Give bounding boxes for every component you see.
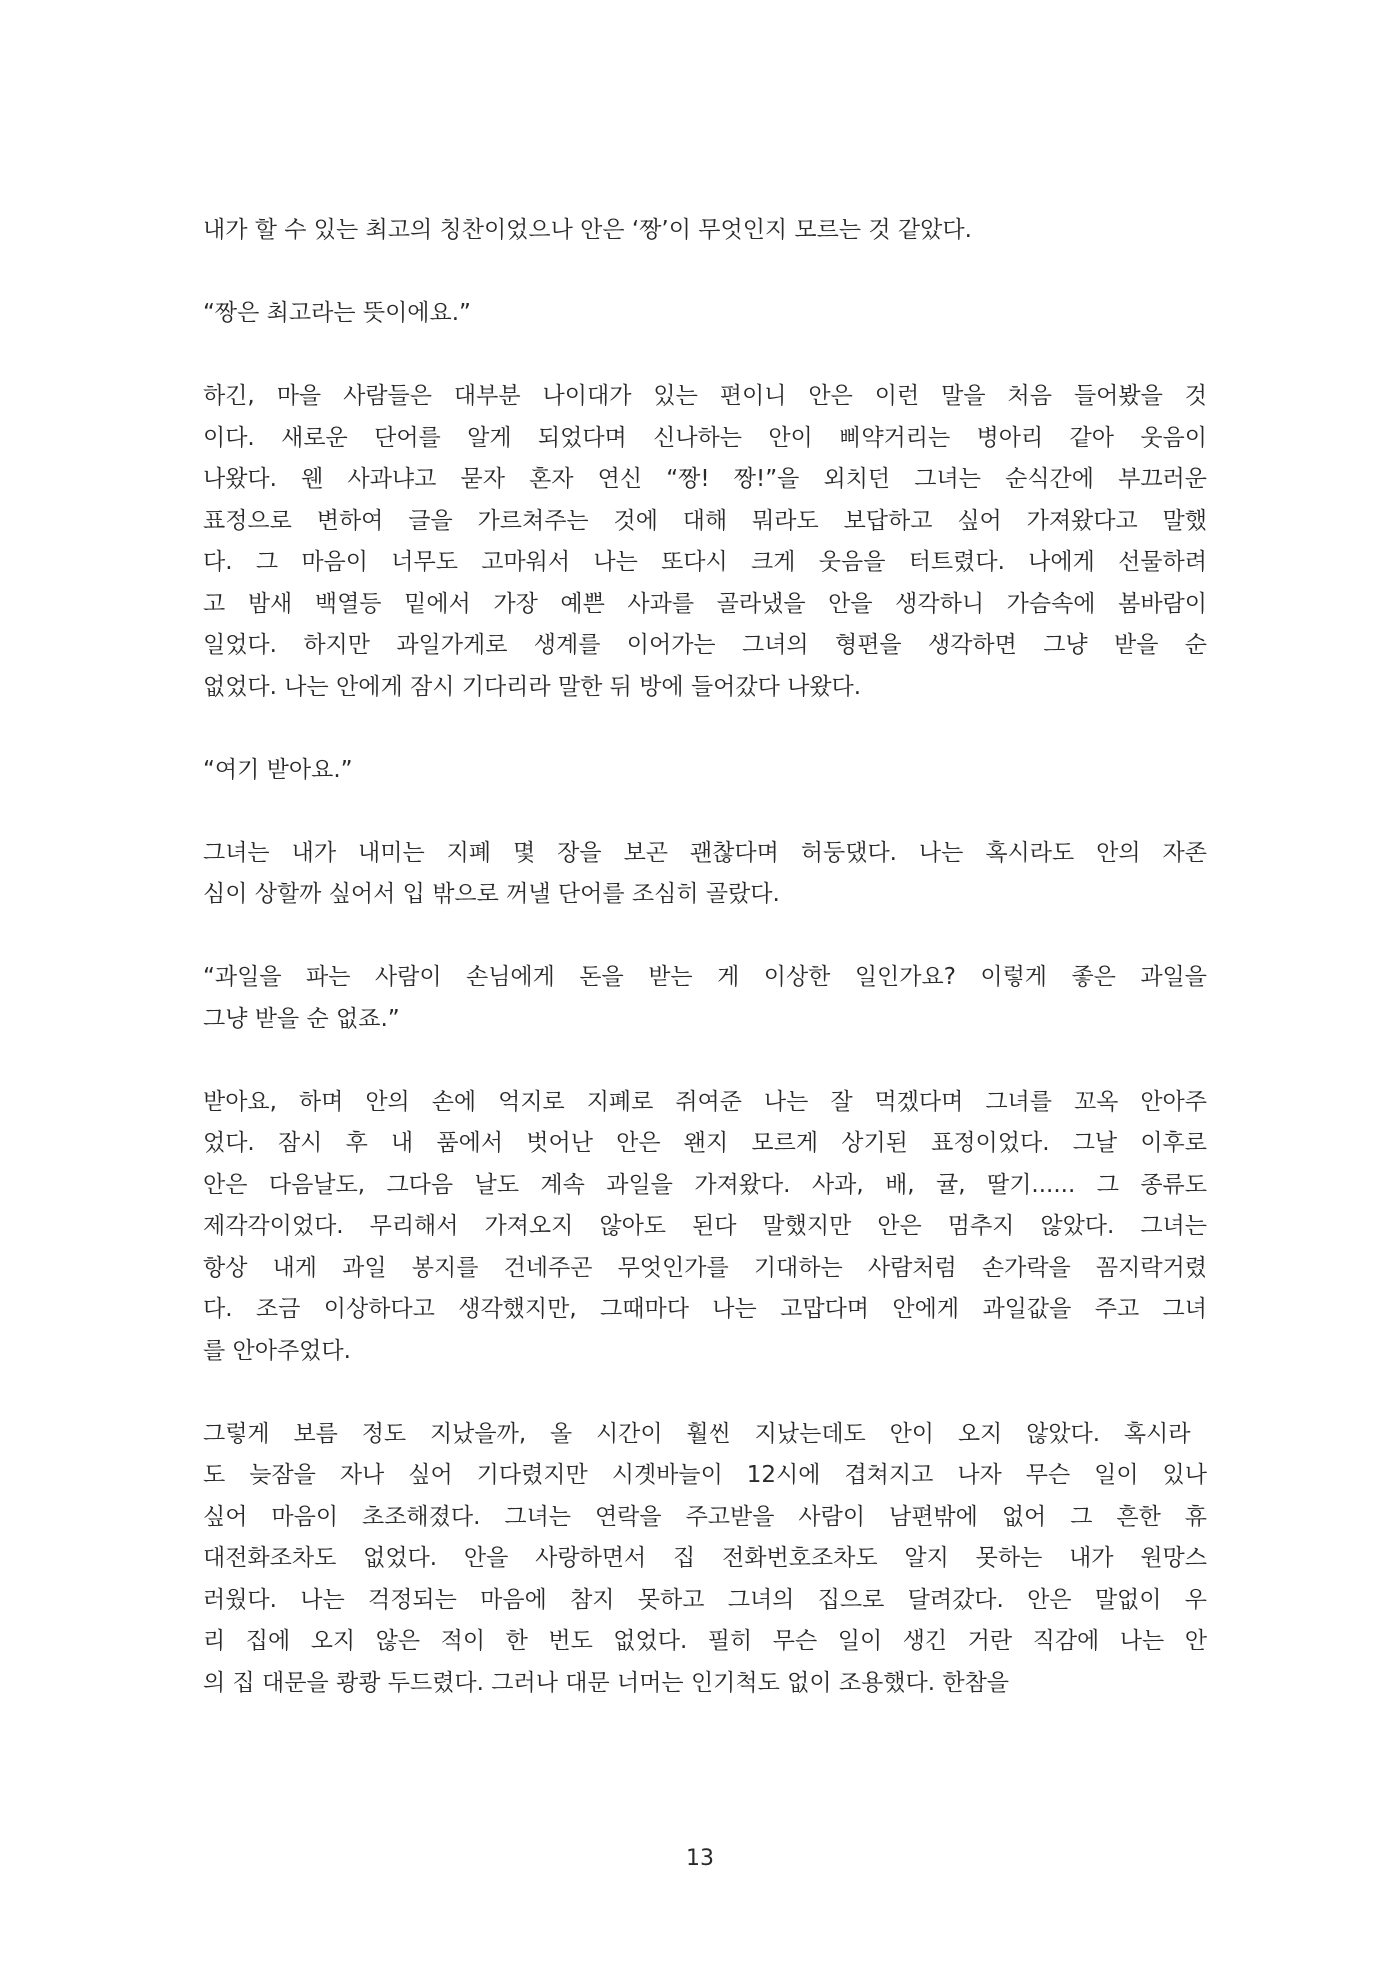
text-line: 제각각이었다. 무리해서 가져오지 않아도 된다 말했지만 안은 멈추지 않았다. 그녀는 (203, 1213, 1207, 1239)
text-line: “짱은 최고라는 뜻이에요.” (203, 300, 471, 326)
paragraph (203, 210, 1207, 252)
paragraph-gap (203, 1372, 1207, 1414)
text-line: 하긴, 마을 사람들은 대부분 나이대가 있는 편이니 안은 이런 말을 처음 들어봤을 것 (203, 383, 1207, 409)
text-line: 이다. 새로운 단어를 알게 되었다며 신나하는 안이 삐약거리는 병아리 같아 웃음이 (203, 424, 1207, 451)
paragraph (203, 376, 1207, 708)
text-line: 그렇게 보름 정도 지났을까, 올 시간이 훨씬 지났는데도 안이 오지 않았다. 혹시라 (203, 1420, 1191, 1447)
paragraph-gap (203, 708, 1207, 750)
text-line: 러웠다. 나는 걱정되는 마음에 참지 못하고 그녀의 집으로 달려갔다. 안은 말없이 우 (203, 1586, 1207, 1613)
text-line: 다. 그 마음이 너무도 고마워서 나는 또다시 크게 웃음을 터트렸다. 나에게 선물하려 (203, 549, 1207, 575)
text-line: 그녀는 내가 내미는 지폐 몇 장을 보곤 괜찮다며 허둥댔다. 나는 혹시라도 안의 자존 (203, 839, 1207, 866)
text-line: 일었다. 하지만 과일가게로 생계를 이어가는 그녀의 형편을 생각하면 그냥 받을 순 (203, 632, 1207, 658)
text-line: 안은 다음날도, 그다음 날도 계속 과일을 가져왔다. 사과, 배, 귤, 딸기...... 그 종류도 (203, 1171, 1207, 1198)
paragraph-gap (203, 1040, 1207, 1082)
text-line: 나왔다. 웬 사과냐고 묻자 혼자 연신 “짱! 짱!”을 외치던 그녀는 순식간에 부끄러운 (203, 466, 1207, 492)
text-line: 고 밤새 백열등 밑에서 가장 예쁜 사과를 골라냈을 안을 생각하니 가슴속에 봄바람이 (203, 590, 1207, 617)
paragraph-gap (203, 791, 1207, 833)
text-line: “여기 받아요.” (203, 756, 353, 783)
paragraph (203, 750, 1207, 792)
text-line: 싶어 마음이 초조해졌다. 그녀는 연락을 주고받을 사람이 남편밖에 없어 그 흔한 휴 (203, 1503, 1207, 1530)
paragraph (203, 1414, 1207, 1705)
paragraph (203, 833, 1207, 916)
text-line: 다. 조금 이상하다고 생각했지만, 그때마다 나는 고맙다며 안에게 과일값을 주고 그녀 (203, 1296, 1207, 1322)
text-line: 받아요, 하며 안의 손에 억지로 지폐로 쥐여준 나는 잘 먹겠다며 그녀를 꼬옥 안아주 (203, 1088, 1207, 1115)
text-line: 내가 할 수 있는 최고의 칭찬이었으나 안은 ‘짱’이 무엇인지 모르는 것 같았다. (203, 217, 972, 243)
text-line: 를 안아주었다. (203, 1337, 351, 1364)
paragraph (203, 957, 1207, 1040)
text-line: 없었다. 나는 안에게 잠시 기다리라 말한 뒤 방에 들어갔다 나왔다. (203, 673, 862, 700)
paragraph-gap (203, 335, 1207, 377)
text-line: 의 집 대문을 쾅쾅 두드렸다. 그러나 대문 너머는 인기척도 없이 조용했다. 한참을 (203, 1669, 1010, 1696)
paragraph (203, 1082, 1207, 1373)
text-line: 었다. 잠시 후 내 품에서 벗어난 안은 왠지 모르게 상기된 표정이었다. 그날 이후로 (203, 1130, 1207, 1156)
paragraph (203, 293, 1207, 335)
paragraph-gap (203, 252, 1207, 294)
text-line: 대전화조차도 없었다. 안을 사랑하면서 집 전화번호조차도 알지 못하는 내가 원망스 (203, 1545, 1207, 1571)
text-line: 심이 상할까 싶어서 입 밖으로 꺼낼 단어를 조심히 골랐다. (203, 881, 780, 907)
text-line: 표정으로 변하여 글을 가르쳐주는 것에 대해 뭐라도 보답하고 싶어 가져왔다고 말했 (203, 507, 1207, 534)
paragraph-gap (203, 916, 1207, 958)
text-line: “과일을 파는 사람이 손님에게 돈을 받는 게 이상한 일인가요? 이렇게 좋은 과일을 (203, 964, 1207, 990)
text-line: 그냥 받을 순 없죠.” (203, 1005, 400, 1032)
text-line: 리 집에 오지 않은 적이 한 번도 없었다. 필히 무슨 일이 생긴 거란 직감에 나는 안 (203, 1628, 1207, 1654)
text-line: 도 늦잠을 자나 싶어 기다렸지만 시곗바늘이 12시에 겹쳐지고 나자 무슨 일이 있나 (203, 1462, 1207, 1488)
body-text (203, 210, 1207, 1704)
text-line: 항상 내게 과일 봉지를 건네주곤 무엇인가를 기대하는 사람처럼 손가락을 꼼지락거렸 (203, 1254, 1207, 1281)
page-number: 13 (686, 1846, 714, 1871)
